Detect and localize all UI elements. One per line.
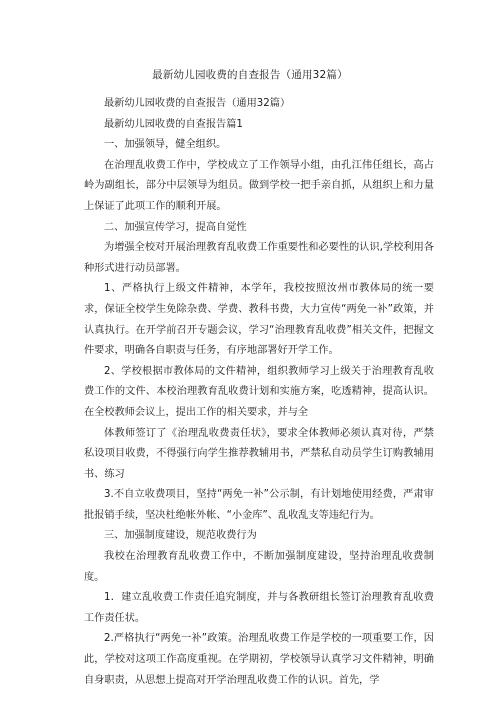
- document-body: [84, 94, 434, 691]
- paragraph: 3.不自立收费项目，坚持“两免一补”公示制，有计划地使用经费，严肃审批报销手续，坚决杜绝帐外帐、“小金库”、乱收乱支等违纪行为。: [84, 489, 434, 521]
- paragraph: 1、严格执行上级文件精神，本学年，我校按照汝州市教体局的统一要求，保证全校学生免除杂费、学费、教科书费，大力宣传“两免一补”政策，并认真执行。在开学前召开专题会议，学习“治理教育乱收费”相关文件，把握文件要求，明确各自职责与任务，有序地部署好开学工作。: [84, 283, 434, 357]
- paragraph: 2.严格执行“两免一补”政策。治理乱收费工作是学校的一项重要工作，因此，学校对这项工作高度重视。在学期初，学校领导认真学习文件精神，明确自身职责，从思想上提高对开学治理乱收费工作的认识。首先，学: [84, 633, 434, 686]
- paragraph: 最新幼儿园收费的自查报告篇1: [104, 118, 243, 130]
- paragraph: 1．建立乱收费工作责任追究制度，并与各教研组长签订治理教育乱收费工作责任状。: [84, 592, 434, 624]
- document-title: 最新幼儿园收费的自查报告（通用32篇）: [152, 69, 348, 81]
- section-heading: 二、加强宣传学习，提高自觉性: [104, 221, 247, 233]
- paragraph: 体教师签订了《治理乱收费责任状》，要求全体教师必须认真对待，严禁私设项目收费，不得强行向学生推荐教辅用书，严禁私自动员学生订购教辅用书、练习: [84, 427, 434, 480]
- paragraph: 我校在治理教育乱收费工作中，不断加强制度建设，坚持治理乱收费制度。: [84, 551, 434, 583]
- paragraph: 为增强全校对开展治理教育乱收费工作重要性和必要性的认识,学校利用各种形式进行动员部署。: [84, 242, 434, 274]
- section-heading: 三、加强制度建设，规范收费行为: [104, 530, 257, 542]
- paragraph: 在治理乱收费工作中，学校成立了工作领导小组，由孔江伟任组长，高占岭为副组长，部分中层领导为组员。做到学校一把手亲自抓，从组织上和力量上保证了此项工作的顺利开展。: [84, 159, 434, 212]
- paragraph: 2、学校根据市教体局的文件精神，组织教师学习上级关于治理教育乱收费工作的文件、本校治理教育乱收费计划和实施方案，吃透精神，提高认识。在全校教师会议上，提出工作的相关要求，并与全: [84, 365, 434, 418]
- section-heading: 一、加强领导，健全组织。: [104, 139, 227, 151]
- paragraph: 最新幼儿园收费的自查报告（通用32篇）: [104, 98, 291, 109]
